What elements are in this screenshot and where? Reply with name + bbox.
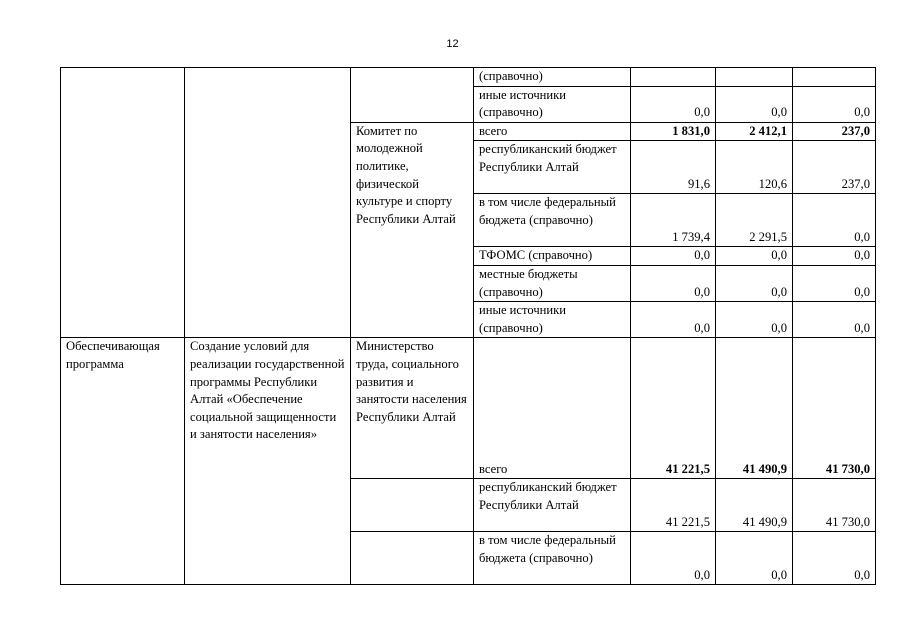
value-year3: [793, 68, 876, 87]
executor-cell: Министерство труда, социального развития и занятости населения Республики Алтай: [351, 338, 474, 479]
executor-cell: [351, 68, 474, 123]
value-year1: [631, 68, 716, 87]
value-year1: 0,0: [631, 247, 716, 266]
page-number: 12: [446, 38, 459, 50]
value-year2: 120,6: [716, 141, 793, 194]
value-year1: 91,6: [631, 141, 716, 194]
source-label: местные бюджеты (справочно): [474, 265, 631, 301]
value-year3: 41 730,0: [793, 479, 876, 532]
value-year3: 0,0: [793, 302, 876, 338]
source-label: иные источники (справочно): [474, 86, 631, 122]
value-year3: 41 730,0: [793, 338, 876, 479]
source-label: всего: [474, 338, 631, 479]
value-year3: 0,0: [793, 194, 876, 247]
value-year2: 2 291,5: [716, 194, 793, 247]
value-year2: 0,0: [716, 532, 793, 585]
value-year3: 0,0: [793, 247, 876, 266]
value-year1: 1 831,0: [631, 122, 716, 141]
source-label: республиканский бюджет Республики Алтай: [474, 141, 631, 194]
value-year2: 41 490,9: [716, 338, 793, 479]
value-year1: 0,0: [631, 302, 716, 338]
value-year2: 41 490,9: [716, 479, 793, 532]
executor-cell: [351, 532, 474, 585]
executor-cell: Комитет по молодежной политике, физической культуре и спорту Республики Алтай: [351, 122, 474, 338]
source-label: всего: [474, 122, 631, 141]
value-year2: 0,0: [716, 86, 793, 122]
value-year1: 41 221,5: [631, 479, 716, 532]
value-year3: 237,0: [793, 122, 876, 141]
value-year3: 237,0: [793, 141, 876, 194]
source-label: республиканский бюджет Республики Алтай: [474, 479, 631, 532]
value-year1: 41 221,5: [631, 338, 716, 479]
value-year2: 0,0: [716, 265, 793, 301]
value-year2: 0,0: [716, 302, 793, 338]
value-year3: 0,0: [793, 265, 876, 301]
value-year1: 1 739,4: [631, 194, 716, 247]
description-cell: Создание условий для реализации государственной программы Республики Алтай «Обеспечение социальной защищенности и занятости населения»: [185, 338, 351, 585]
budget-table: [60, 67, 876, 585]
value-year2: [716, 68, 793, 87]
program-cell: [61, 68, 185, 338]
source-label: ТФОМС (справочно): [474, 247, 631, 266]
value-year3: 0,0: [793, 86, 876, 122]
table-row: [61, 338, 876, 479]
executor-cell: [351, 479, 474, 532]
value-year2: 2 412,1: [716, 122, 793, 141]
value-year1: 0,0: [631, 265, 716, 301]
source-label: иные источники (справочно): [474, 302, 631, 338]
description-cell: [185, 68, 351, 338]
source-label: в том числе федеральный бюджета (справочно): [474, 532, 631, 585]
value-year1: 0,0: [631, 86, 716, 122]
source-label: в том числе федеральный бюджета (справочно): [474, 194, 631, 247]
program-cell: Обеспечивающая программа: [61, 338, 185, 585]
source-label: (справочно): [474, 68, 631, 87]
value-year2: 0,0: [716, 247, 793, 266]
value-year3: 0,0: [793, 532, 876, 585]
value-year1: 0,0: [631, 532, 716, 585]
table-row: [61, 68, 876, 87]
